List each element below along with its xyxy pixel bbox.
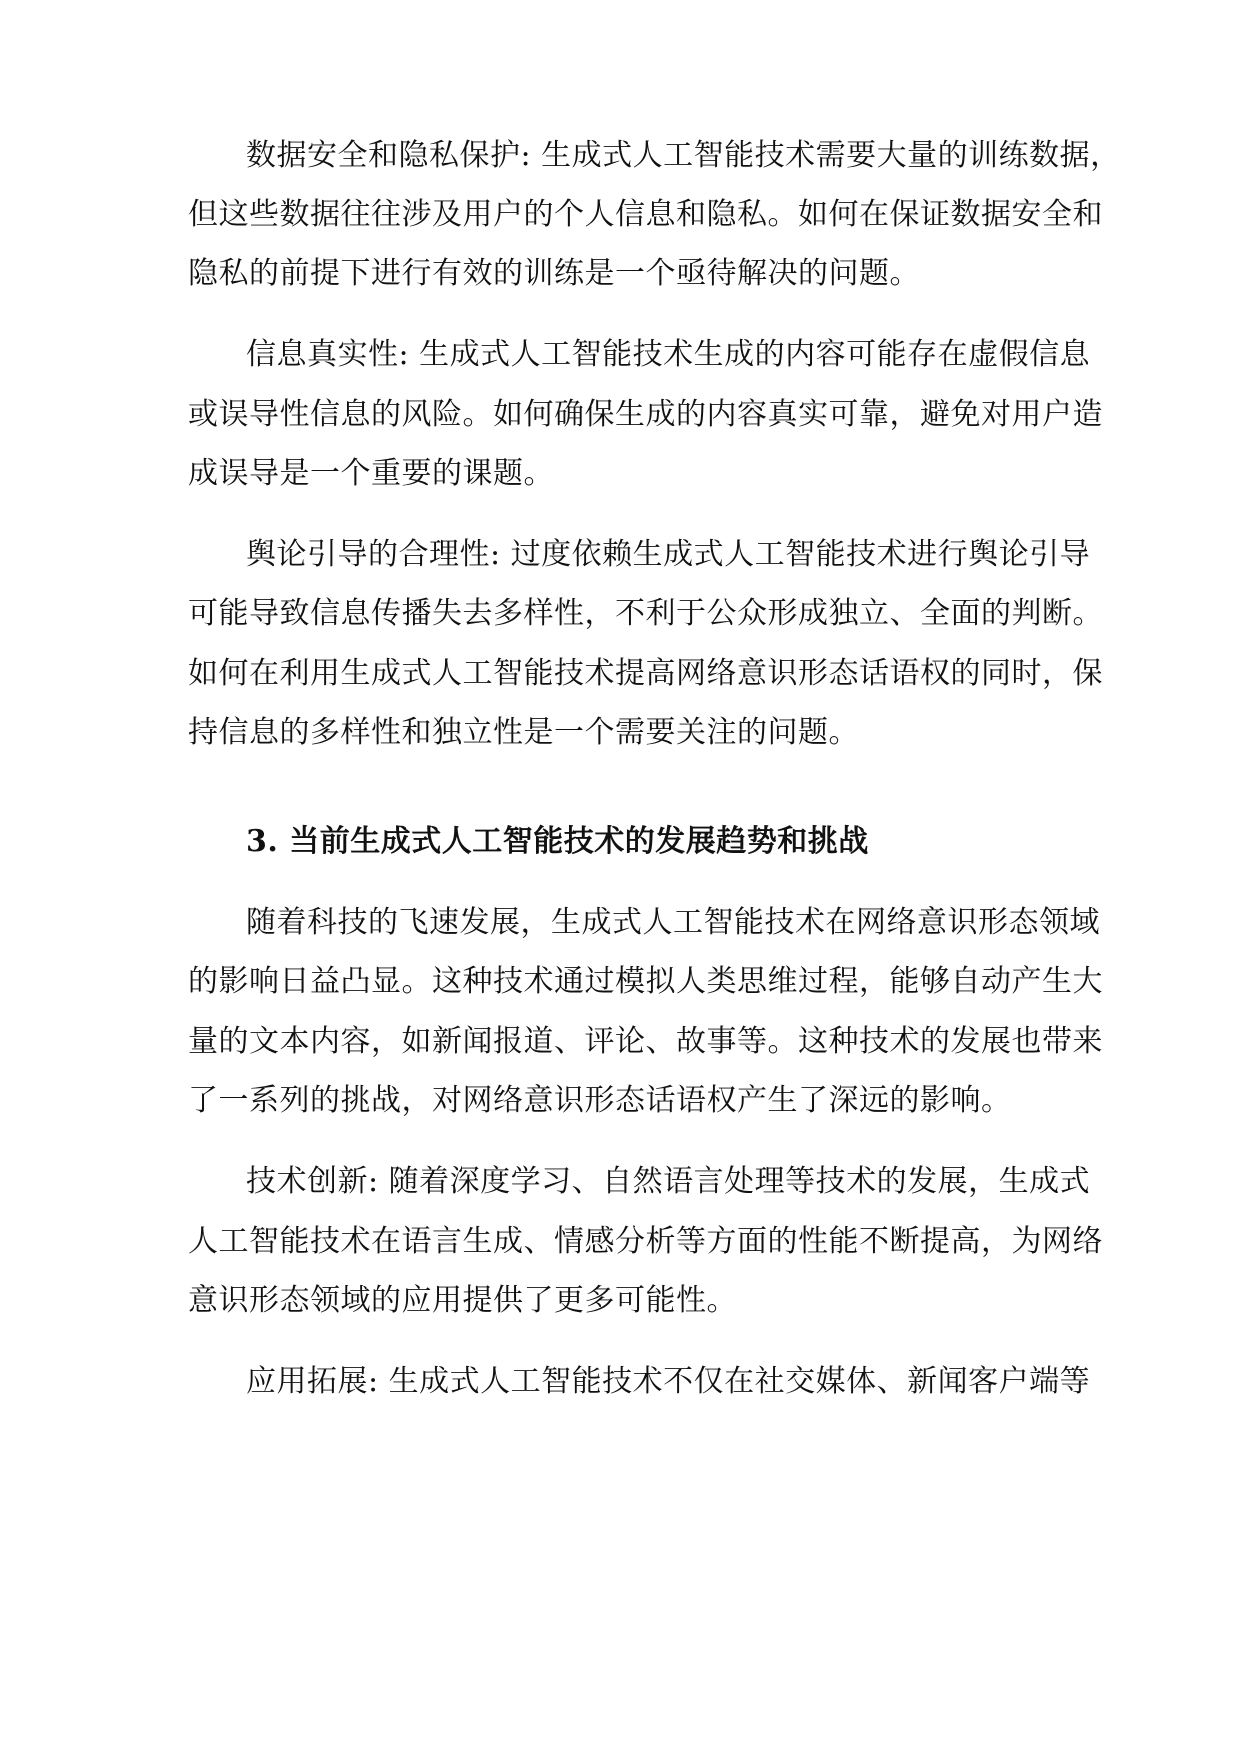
- paragraph-line: 了一系列的挑战，对网络意识形态话语权产生了深远的影响。: [188, 1083, 1012, 1118]
- paragraph-line: 舆论引导的合理性: 过度依赖生成式人工智能技术进行舆论引导: [246, 537, 1091, 572]
- paragraph-line: 的影响日益凸显。这种技术通过模拟人类思维过程，能够自动产生大: [188, 964, 1103, 999]
- paragraph-line: 成误导是一个重要的课题。: [188, 456, 554, 491]
- paragraph-line: 意识形态领域的应用提供了更多可能性。: [188, 1283, 737, 1318]
- section-heading: 3. 当前生成式人工智能技术的发展趋势和挑战: [246, 824, 869, 859]
- paragraph-line: 量的文本内容，如新闻报道、评论、故事等。这种技术的发展也带来: [188, 1024, 1103, 1059]
- paragraph-line: 持信息的多样性和独立性是一个需要关注的问题。: [188, 715, 859, 750]
- paragraph-line: 但这些数据往往涉及用户的个人信息和隐私。如何在保证数据安全和: [188, 197, 1103, 232]
- paragraph-line: 隐私的前提下进行有效的训练是一个亟待解决的问题。: [188, 256, 920, 291]
- paragraph-line: 人工智能技术在语言生成、情感分析等方面的性能不断提高，为网络: [188, 1224, 1103, 1259]
- paragraph-line: 可能导致信息传播失去多样性，不利于公众形成独立、全面的判断。: [188, 596, 1103, 631]
- paragraph-line: 随着科技的飞速发展，生成式人工智能技术在网络意识形态领域: [246, 905, 1100, 940]
- paragraph-line: 如何在利用生成式人工智能技术提高网络意识形态话语权的同时，保: [188, 656, 1103, 691]
- paragraph-line: 信息真实性: 生成式人工智能技术生成的内容可能存在虚假信息: [246, 337, 1091, 372]
- paragraph-line: 或误导性信息的风险。如何确保生成的内容真实可靠，避免对用户造: [188, 397, 1103, 432]
- paragraph-line: 数据安全和隐私保护: 生成式人工智能技术需要大量的训练数据，: [246, 138, 1121, 173]
- paragraph-line: 技术创新: 随着深度学习、自然语言处理等技术的发展，生成式: [246, 1164, 1091, 1199]
- paragraph-line: 应用拓展: 生成式人工智能技术不仅在社交媒体、新闻客户端等: [246, 1364, 1091, 1399]
